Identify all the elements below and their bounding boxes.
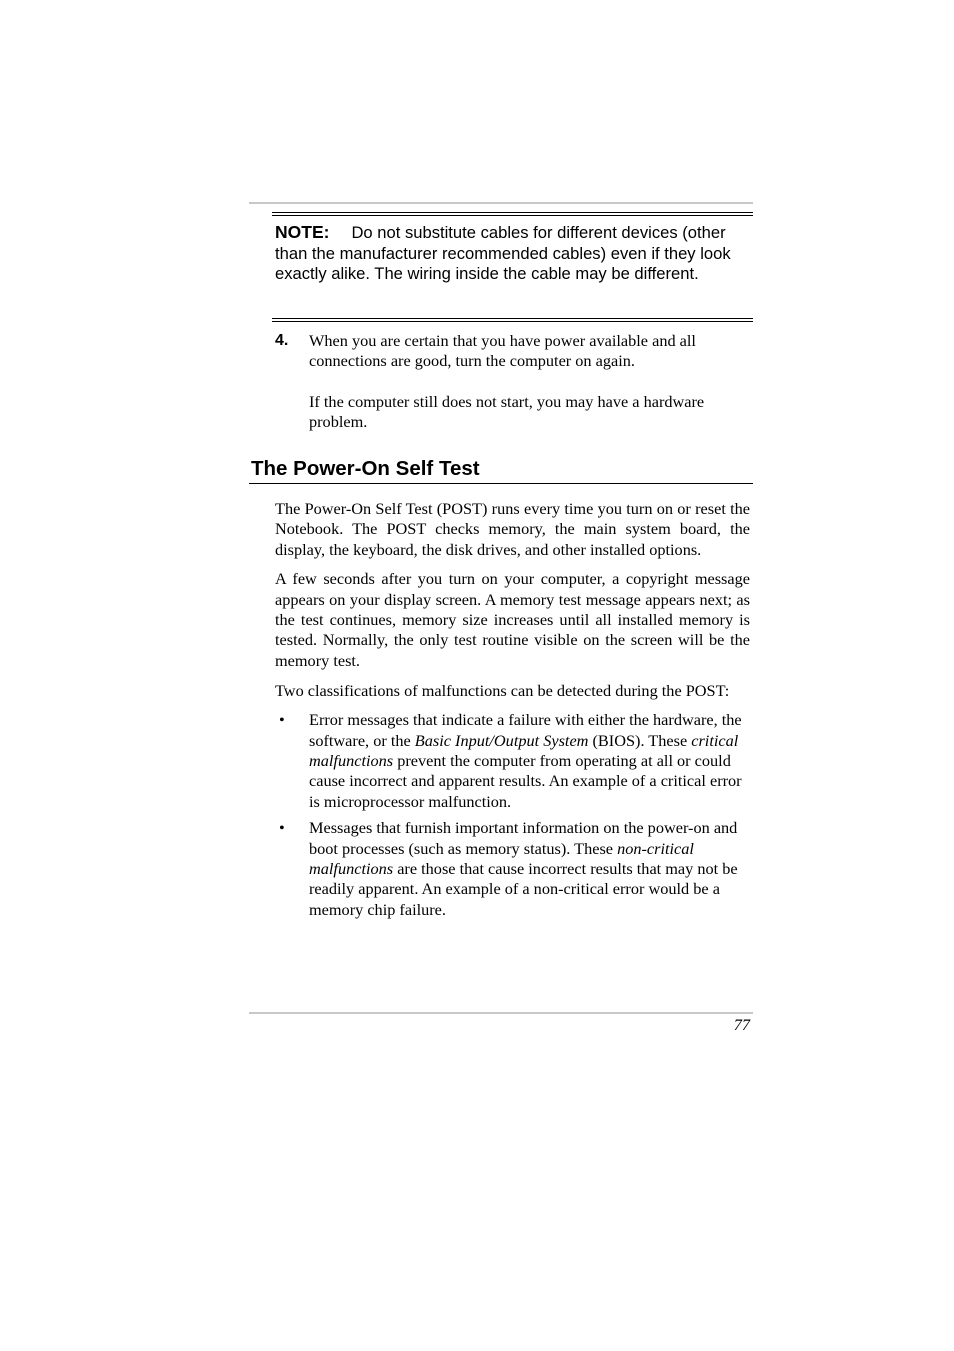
bullet-icon: • xyxy=(279,818,285,838)
step-number: 4. xyxy=(275,332,289,349)
body-paragraph-3: Two classifications of malfunctions can be detected during the POST: xyxy=(275,680,730,700)
footer-rule xyxy=(249,1012,753,1014)
list-item-text: prevent the computer from operating at all or could cause incorrect and apparent results. An example of a critical error is microprocessor malfunction. xyxy=(309,751,742,811)
list-item-emphasis: critical malfunctions xyxy=(309,730,739,771)
note-body: Do not substitute cables for different devices (other than the manufacturer recommended cables) even if they look exactly alike. The wiring inside the cable may be different. xyxy=(275,223,731,284)
body-paragraph-1: The Power-On Self Test (POST) runs every time you turn on or reset the Notebook. The POST checks memory, the main system board, the display, the keyboard, the disk drives, and other installed options. xyxy=(275,499,750,559)
list-item-emphasis: Basic Input/Output System xyxy=(414,730,589,750)
header-rule xyxy=(249,202,753,204)
list-item-text: Error messages that indicate a failure with either the hardware, the software, or the xyxy=(309,710,742,750)
list-item-non-critical xyxy=(275,818,750,919)
bullet-icon: • xyxy=(279,710,285,730)
step-paragraph-1: When you are certain that you have power available and all connections are good, turn the computer on again. xyxy=(309,331,696,371)
malfunction-list xyxy=(275,710,750,919)
note-text xyxy=(275,222,751,285)
list-item-text: Messages that furnish important information on the power-on and boot processes (such as memory status). These xyxy=(309,818,738,858)
list-item-text: are those that cause incorrect results that may not be readily apparent. An example of a non-critical error would be a memory chip failure. xyxy=(309,859,738,919)
page-number: 77 xyxy=(733,1015,750,1034)
step-paragraph-2: If the computer still does not start, you may have a hardware problem. xyxy=(309,391,705,431)
section-heading: The Power-On Self Test xyxy=(249,456,753,484)
body-paragraph-2: A few seconds after you turn on your computer, a copyright message appears on your display screen. A memory test message appears next; as the test continues, memory size increases until all installed memory is tested. Normally, the only test routine visible on the screen will be the memory test. xyxy=(275,569,750,670)
section-body xyxy=(275,499,750,926)
list-item-critical xyxy=(275,710,750,811)
note-label: NOTE: xyxy=(275,222,330,242)
list-item-text: (BIOS). These xyxy=(588,730,692,750)
step-body xyxy=(309,331,751,452)
list-item-emphasis: non-critical malfunctions xyxy=(309,838,694,879)
